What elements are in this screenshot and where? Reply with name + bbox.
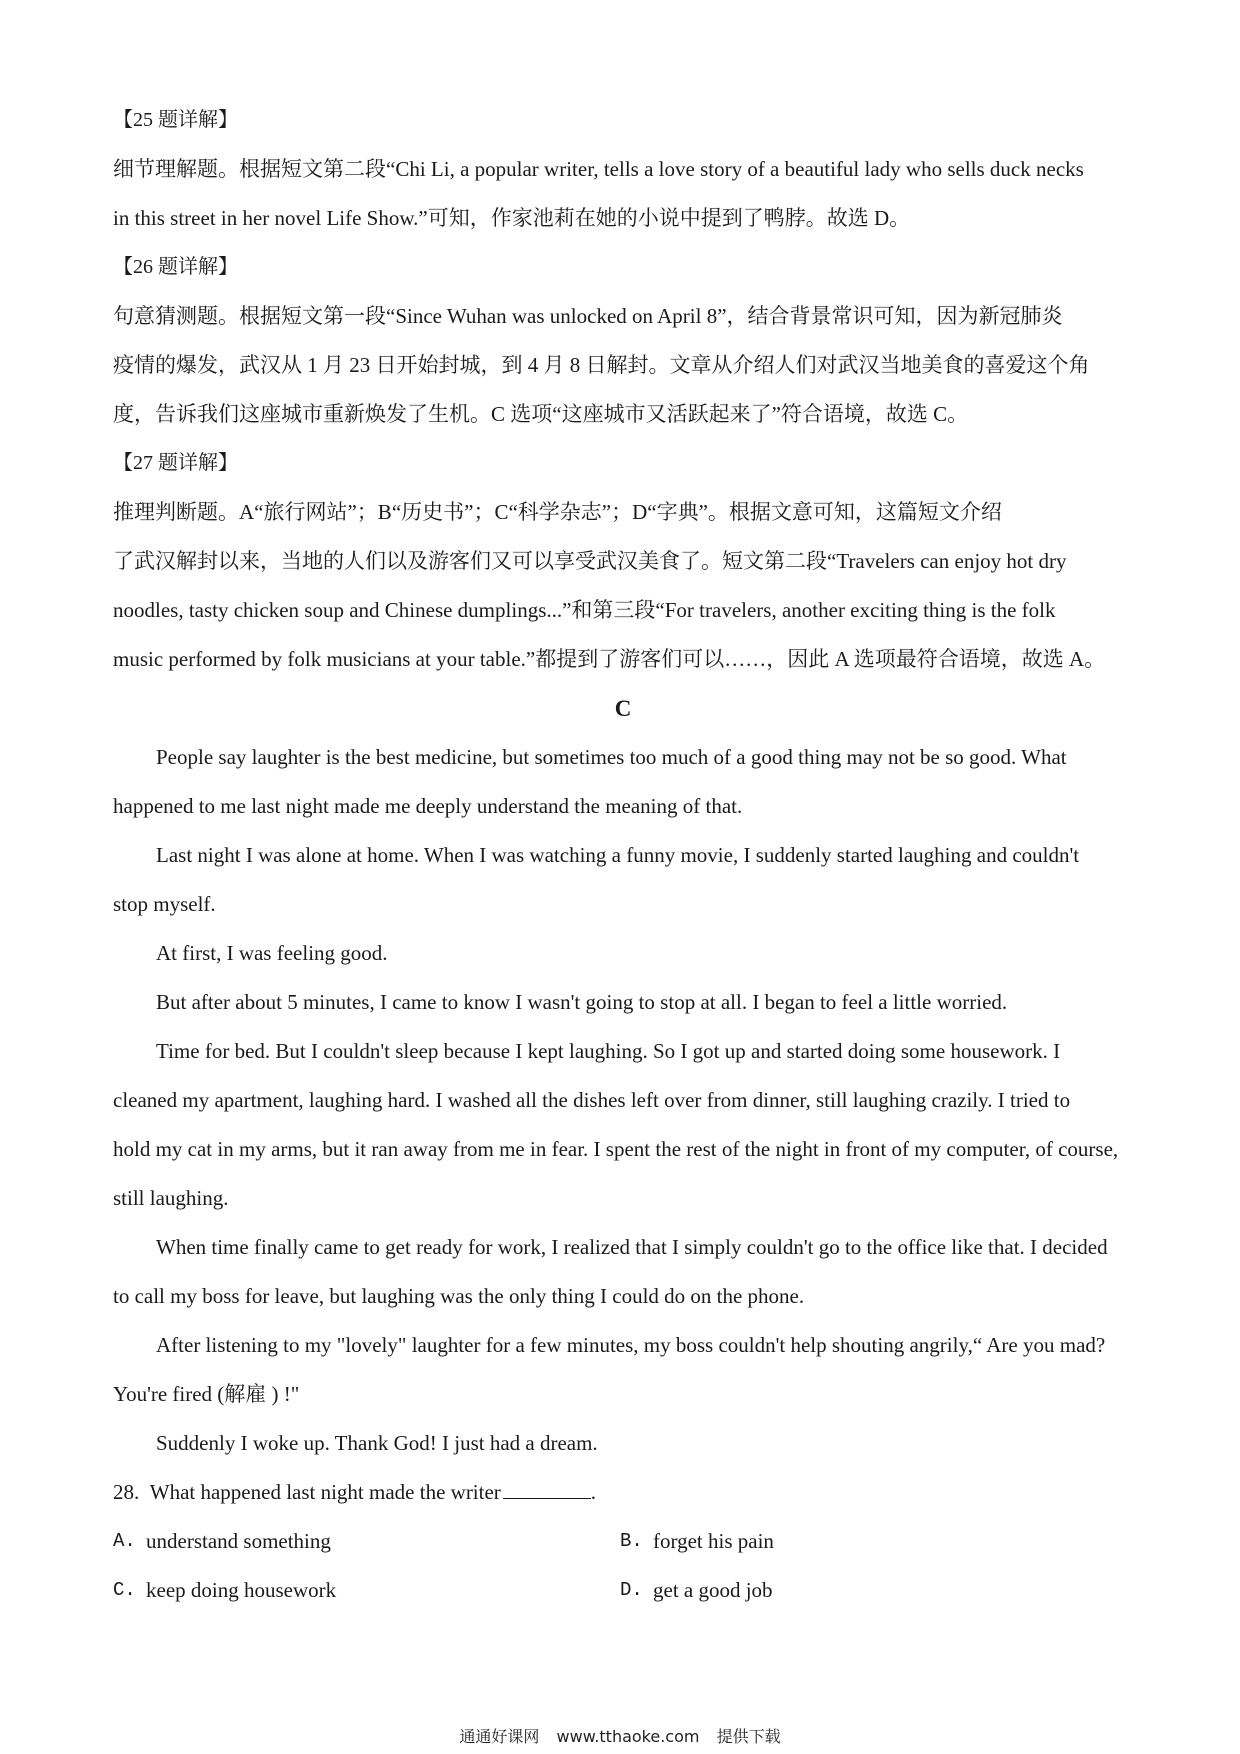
passage-line: happened to me last night made me deeply understand the meaning of that. xyxy=(113,794,743,818)
option-letter: D. xyxy=(620,1579,643,1601)
options-row xyxy=(113,1517,1133,1566)
explanation-line: 了武汉解封以来，当地的人们以及游客们又可以享受武汉美食了。短文第二段“Travelers can enjoy hot dry xyxy=(113,549,1067,573)
option-b[interactable] xyxy=(620,1517,1127,1566)
option-text: understand something xyxy=(146,1529,331,1553)
passage-line: People say laughter is the best medicine, but sometimes too much of a good thing may not be so good. What xyxy=(156,745,1067,769)
option-text: forget his pain xyxy=(653,1529,774,1553)
option-a[interactable] xyxy=(113,1517,620,1566)
explanation-heading: 【27 题详解】 xyxy=(113,452,238,474)
explanation-heading: 【25 题详解】 xyxy=(113,109,238,131)
passage-line: Time for bed. But I couldn't sleep because I kept laughing. So I got up and started doing some housework. I xyxy=(156,1039,1061,1063)
question-number: 28. xyxy=(113,1480,140,1504)
passage-line: stop myself. xyxy=(113,892,216,916)
question-end: . xyxy=(590,1480,597,1504)
passage-line: At first, I was feeling good. xyxy=(156,941,388,965)
passage-line: But after about 5 minutes, I came to know I wasn't going to stop at all. I began to feel a little worried. xyxy=(156,990,1008,1014)
option-d[interactable] xyxy=(620,1566,1127,1615)
option-text: keep doing housework xyxy=(146,1578,337,1602)
explanation-line: 推理判断题。A“旅行网站”；B“历史书”；C“科学杂志”；D“字典”。根据文意可知，这篇短文介绍 xyxy=(113,500,1002,524)
explanation-line: 细节理解题。根据短文第二段“Chi Li, a popular writer, tells a love story of a beautiful lady who sells duck necks xyxy=(113,157,1084,181)
option-c[interactable] xyxy=(113,1566,620,1615)
section-label: C xyxy=(614,696,632,721)
passage-line: When time finally came to get ready for work, I realized that I simply couldn't go to the office like that. I decided xyxy=(156,1235,1108,1259)
passage-line: to call my boss for leave, but laughing was the only thing I could do on the phone. xyxy=(113,1284,805,1308)
explanation-line: 度，告诉我们这座城市重新焕发了生机。C 选项“这座城市又活跃起来了”符合语境，故选 C。 xyxy=(113,402,969,426)
explanation-line: noodles, tasty chicken soup and Chinese dumplings...”和第三段“For travelers, another exciting thing is the folk xyxy=(113,598,1056,622)
page-content xyxy=(113,96,1133,1615)
option-letter: A. xyxy=(113,1530,136,1552)
answer-blank xyxy=(503,1480,591,1499)
option-text: get a good job xyxy=(653,1578,773,1602)
explanation-line: 疫情的爆发，武汉从 1 月 23 日开始封城，到 4 月 8 日解封。文章从介绍人们对武汉当地美食的喜爱这个角 xyxy=(113,353,1090,377)
passage-line: still laughing. xyxy=(113,1186,229,1210)
passage-line: hold my cat in my arms, but it ran away from me in fear. I spent the rest of the night in front of my computer, of course, xyxy=(113,1137,1119,1161)
passage-line: Suddenly I woke up. Thank God! I just had a dream. xyxy=(156,1431,598,1455)
passage-line: You're fired (解雇 ) !" xyxy=(113,1382,300,1406)
question-stem xyxy=(113,1468,1133,1517)
passage-line: cleaned my apartment, laughing hard. I washed all the dishes left over from dinner, still laughing crazily. I tried to xyxy=(113,1088,1071,1112)
footer-note: 提供下载 xyxy=(716,1727,781,1746)
options-row xyxy=(113,1566,1133,1615)
footer-url[interactable]: www.tthaoke.com xyxy=(556,1727,700,1746)
explanation-heading: 【26 题详解】 xyxy=(113,256,238,278)
option-letter: C. xyxy=(113,1579,136,1601)
footer-site-name: 通通好课网 xyxy=(459,1727,540,1746)
option-letter: B. xyxy=(620,1530,643,1552)
page-footer xyxy=(0,1724,1240,1747)
passage-line: After listening to my "lovely" laughter for a few minutes, my boss couldn't help shouting angrily,“ Are you mad? xyxy=(156,1333,1106,1357)
explanation-line: 句意猜测题。根据短文第一段“Since Wuhan was unlocked on April 8”，结合背景常识可知，因为新冠肺炎 xyxy=(113,304,1063,328)
explanation-line: music performed by folk musicians at your table.”都提到了游客们可以……，因此 A 选项最符合语境，故选 A。 xyxy=(113,647,1106,671)
explanation-line: in this street in her novel Life Show.”可知，作家池莉在她的小说中提到了鸭脖。故选 D。 xyxy=(113,206,911,230)
question-text: What happened last night made the writer xyxy=(149,1480,501,1504)
passage-line: Last night I was alone at home. When I was watching a funny movie, I suddenly started laughing and couldn't xyxy=(156,843,1080,867)
